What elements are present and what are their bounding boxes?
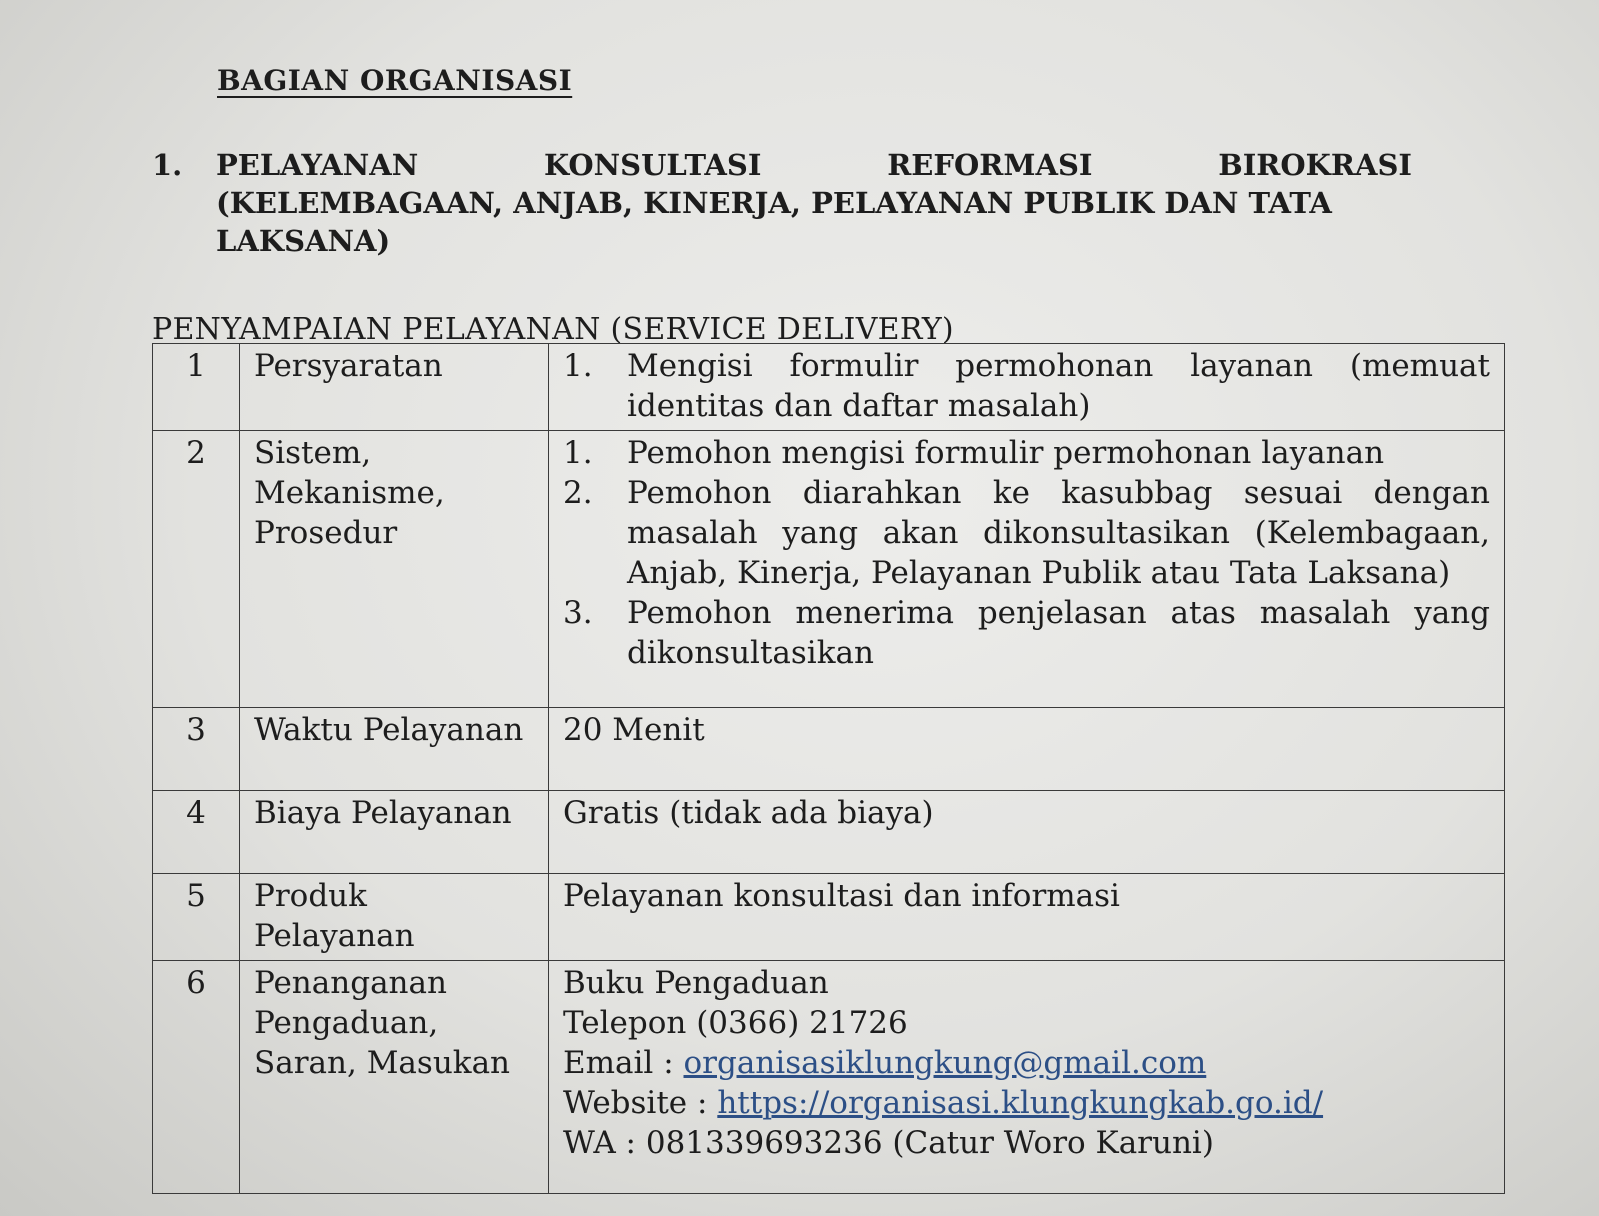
heading-number: 1. — [152, 148, 183, 182]
service-heading — [152, 146, 1412, 260]
row-number: 4 — [153, 791, 240, 874]
table-row — [153, 961, 1505, 1194]
row-value: Gratis (tidak ada biaya) — [549, 791, 1505, 874]
list-item — [563, 346, 1490, 426]
step-number: 2. — [563, 475, 593, 511]
table-row — [153, 791, 1505, 874]
heading-word: KONSULTASI — [543, 148, 762, 182]
step-number: 1. — [563, 435, 593, 471]
row-number: 5 — [153, 874, 240, 961]
list-item — [563, 473, 1490, 593]
step-text: Mengisi formulir permohonan layanan (memuat identitas dan daftar masalah) — [627, 348, 1490, 424]
row-label: Biaya Pelayanan — [240, 791, 549, 874]
website-line — [563, 1083, 1490, 1123]
steps-list — [563, 433, 1490, 673]
row-value: 20 Menit — [549, 708, 1505, 791]
row-content — [549, 344, 1505, 431]
contact-info — [549, 961, 1505, 1194]
steps-list — [563, 346, 1490, 426]
heading-word: BIROKRASI — [1218, 148, 1412, 182]
list-item — [563, 433, 1490, 473]
website-link[interactable]: https://organisasi.klungkungkab.go.id/ — [717, 1085, 1324, 1121]
list-item — [563, 593, 1490, 673]
row-content — [549, 431, 1505, 708]
row-value: Pelayanan konsultasi dan informasi — [549, 874, 1505, 961]
heading-word: REFORMASI — [887, 148, 1093, 182]
heading-text — [216, 146, 1412, 260]
row-label: Produk Pelayanan — [240, 874, 549, 961]
table-row — [153, 874, 1505, 961]
heading-word: PELAYANAN — [216, 148, 419, 182]
table-row — [153, 708, 1505, 791]
service-delivery-table — [152, 343, 1505, 1194]
email-label: Email : — [563, 1045, 684, 1081]
email-line — [563, 1043, 1490, 1083]
row-label: Sistem, Mekanisme, Prosedur — [240, 431, 549, 708]
whatsapp-contact: WA : 081339693236 (Catur Woro Karuni) — [563, 1125, 1214, 1161]
table-subtitle: PENYAMPAIAN PELAYANAN (SERVICE DELIVERY) — [152, 312, 954, 347]
step-text: Pemohon diarahkan ke kasubbag sesuai dengan masalah yang akan dikonsultasikan (Kelembagaan, Anjab, Kinerja, Pelayanan Publik atau Tata Laksana) — [627, 475, 1490, 591]
heading-line-1 — [216, 146, 1412, 184]
complaint-book: Buku Pengaduan — [563, 965, 829, 1001]
heading-line-2: (KELEMBAGAAN, ANJAB, KINERJA, PELAYANAN PUBLIK DAN TATA — [216, 186, 1332, 220]
row-number: 3 — [153, 708, 240, 791]
row-label: Waktu Pelayanan — [240, 708, 549, 791]
section-title: BAGIAN ORGANISASI — [217, 64, 573, 97]
row-number: 1 — [153, 344, 240, 431]
row-number: 6 — [153, 961, 240, 1194]
heading-line-3: LAKSANA) — [216, 224, 391, 258]
phone-number: Telepon (0366) 21726 — [563, 1005, 908, 1041]
table-row — [153, 344, 1505, 431]
step-text: Pemohon mengisi formulir permohonan layanan — [627, 435, 1385, 471]
step-number: 3. — [563, 595, 593, 631]
step-text: Pemohon menerima penjelasan atas masalah yang dikonsultasikan — [627, 595, 1490, 671]
website-label: Website : — [563, 1085, 718, 1121]
row-label: Persyaratan — [240, 344, 549, 431]
step-number: 1. — [563, 348, 593, 384]
table-row — [153, 431, 1505, 708]
email-link[interactable]: organisasiklungkung@gmail.com — [683, 1045, 1207, 1081]
row-label: Penanganan Pengaduan, Saran, Masukan — [240, 961, 549, 1194]
row-number: 2 — [153, 431, 240, 708]
